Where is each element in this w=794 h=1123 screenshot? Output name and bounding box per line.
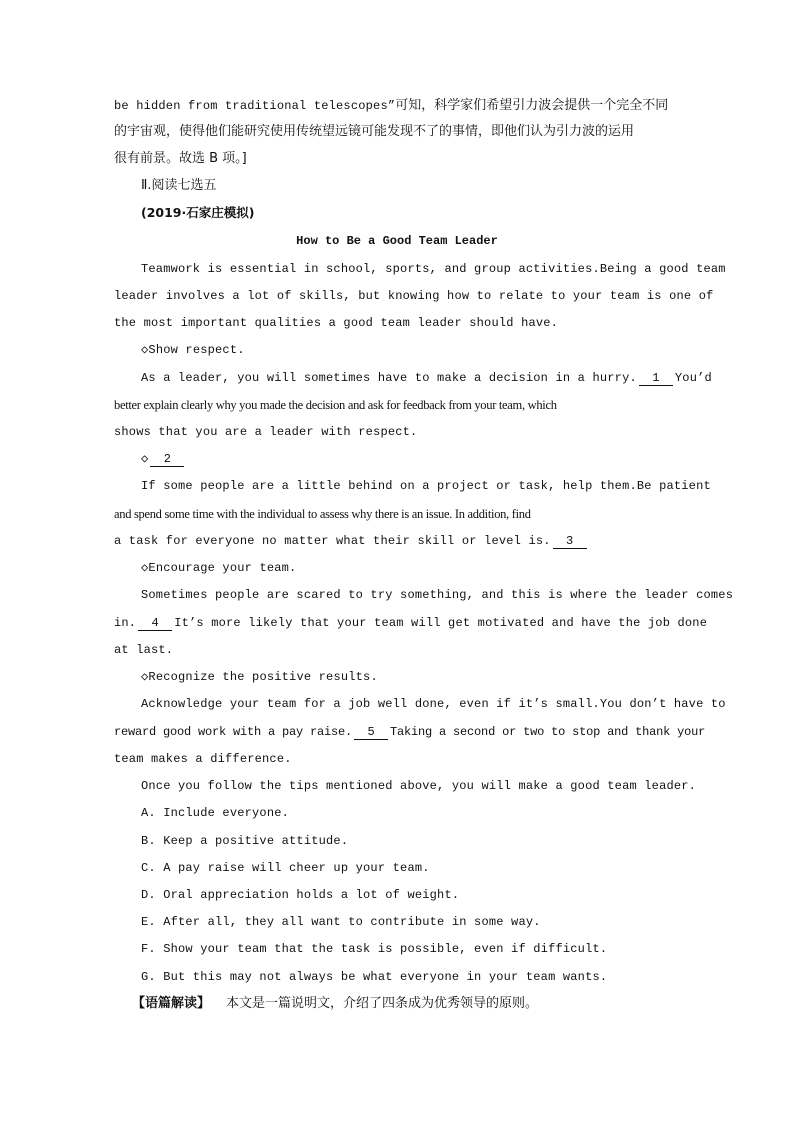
p4-line-3: team makes a difference. (114, 752, 292, 766)
blank-1[interactable]: 1 (639, 371, 673, 386)
heading-blank-2 (141, 451, 186, 467)
blank-4[interactable]: 4 (138, 616, 172, 631)
closing-sentence: Once you follow the tips mentioned above, you will make a good team leader. (141, 779, 697, 793)
p3-line-2-text: in. (114, 616, 137, 630)
analysis-prev-line-3: 很有前景。故选 B 项。] (114, 151, 247, 166)
p3-line-2 (114, 615, 707, 631)
p2-line-3-text: a task for everyone no matter what their skill or level is. (114, 534, 551, 548)
p4-line-1: Acknowledge your team for a job well done, even if it’s small.You don’t have to (141, 697, 726, 711)
p3-line-1: Sometimes people are scared to try something, and this is where the leader comes (141, 588, 734, 602)
p3-line-2-tail: It’s more likely that your team will get motivated and have the job done (174, 616, 708, 630)
passage-title: How to Be a Good Team Leader (296, 234, 498, 248)
analysis-prev-line-1-en: be hidden from traditional telescopes” (114, 99, 396, 113)
option-b[interactable]: B. Keep a positive attitude. (141, 834, 349, 848)
p2-line-1: If some people are a little behind on a project or task, help them.Be patient (141, 479, 711, 493)
option-c[interactable]: C. A pay raise will cheer up your team. (141, 861, 430, 875)
analysis-text: 本文是一篇说明文，介绍了四条成为优秀领导的原则。 (226, 996, 539, 1011)
option-g[interactable]: G. But this may not always be what everyone in your team wants. (141, 970, 608, 984)
blank-2[interactable]: 2 (150, 452, 184, 467)
intro-line-1: Teamwork is essential in school, sports, and group activities.Being a good team (141, 262, 726, 276)
intro-line-2: leader involves a lot of skills, but knowing how to relate to your team is one of (114, 289, 714, 303)
p2-line-2: and spend some time with the individual to assess why there is an issue. In addition, find (114, 507, 531, 521)
intro-line-3: the most important qualities a good team leader should have. (114, 316, 559, 330)
option-d[interactable]: D. Oral appreciation holds a lot of weight. (141, 888, 460, 902)
p1-line-1 (141, 370, 712, 386)
analysis-prev-line-1 (114, 97, 668, 114)
p1-line-3: shows that you are a leader with respect. (114, 425, 418, 439)
p4-line-2-tail: Taking a second or two to stop and thank your (390, 725, 706, 739)
p4-line-2-text: reward good work with a pay raise. (114, 725, 353, 739)
analysis-prev-line-2: 的宇宙观，使得他们能研究使用传统望远镜可能发现不了的事情，即他们认为引力波的运用 (114, 124, 635, 139)
blank-3[interactable]: 3 (553, 534, 587, 549)
option-e[interactable]: E. After all, they all want to contribute in some way. (141, 915, 541, 929)
analysis-prev-line-1-cn: 可知，科学家们希望引力波会提供一个完全不同 (395, 98, 669, 113)
option-f[interactable]: F. Show your team that the task is possible, even if difficult. (141, 942, 608, 956)
section-source: (2019·石家庄模拟) (141, 205, 255, 220)
analysis-label: 【语篇解读】 (132, 996, 211, 1011)
p1-line-1-text: As a leader, you will sometimes have to make a decision in a hurry. (141, 371, 637, 385)
blank-5[interactable]: 5 (354, 725, 388, 740)
heading-recognize-results: ◇Recognize the positive results. (141, 670, 378, 684)
analysis-line (132, 996, 538, 1012)
p1-line-2: better explain clearly why you made the decision and ask for feedback from your team, which (114, 398, 557, 412)
heading-encourage-team: ◇Encourage your team. (141, 561, 297, 575)
diamond-icon: ◇ (141, 452, 149, 466)
option-a[interactable]: A. Include everyone. (141, 806, 290, 820)
heading-show-respect: ◇Show respect. (141, 343, 245, 357)
p1-line-1-tail: You’d (674, 371, 712, 385)
section-heading: Ⅱ.阅读七选五 (141, 178, 217, 193)
p4-line-2 (114, 724, 705, 740)
p2-line-3 (114, 533, 589, 549)
p3-line-3: at last. (114, 643, 174, 657)
